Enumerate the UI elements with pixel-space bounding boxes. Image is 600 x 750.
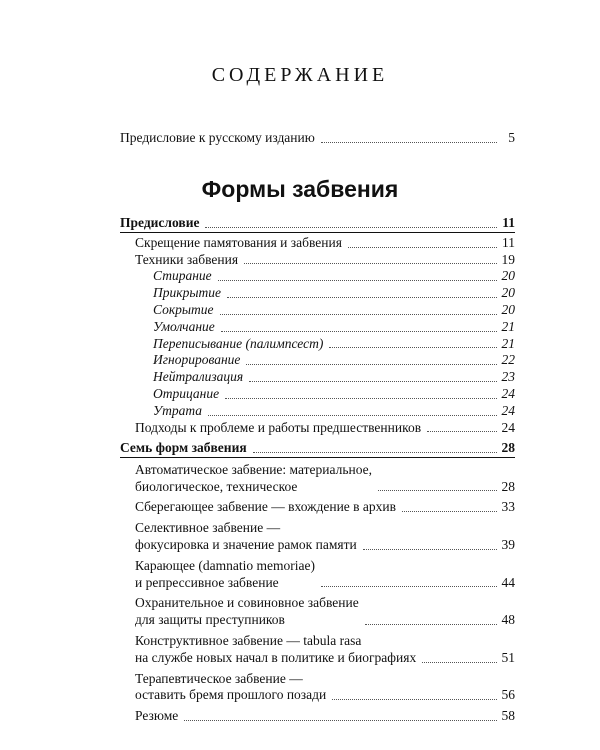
toc-part-heading[interactable] bbox=[120, 215, 515, 232]
toc-entry-label: Отрицание bbox=[153, 385, 220, 401]
toc-page-number: 28 bbox=[501, 440, 515, 455]
toc-entry[interactable] bbox=[120, 130, 515, 147]
toc-leader-dots bbox=[378, 490, 497, 491]
toc-page-number: 21 bbox=[501, 335, 515, 351]
toc-page-number: 56 bbox=[501, 687, 515, 703]
toc-page-number: 33 bbox=[501, 499, 515, 515]
toc-leader-dots bbox=[208, 415, 497, 416]
toc-page-number: 21 bbox=[501, 318, 515, 334]
toc-leader-dots bbox=[332, 699, 497, 700]
toc-entry-label: Умолчание bbox=[153, 318, 215, 334]
toc-entry-label-line1: Терапевтическое забвение — bbox=[135, 670, 303, 686]
toc-page-number: 19 bbox=[501, 251, 515, 267]
toc-page-number: 51 bbox=[501, 649, 515, 665]
toc-entry-label: Подходы к проблеме и работы предшественников bbox=[135, 419, 422, 435]
toc-subentry[interactable] bbox=[120, 268, 515, 285]
toc-leader-dots bbox=[402, 511, 497, 512]
toc-page-number: 39 bbox=[501, 536, 515, 552]
toc-entry[interactable] bbox=[120, 595, 515, 629]
toc-leader-dots bbox=[365, 624, 497, 625]
toc-entry-label-line1: Автоматическое забвение: материальное, bbox=[135, 461, 373, 477]
toc-entry-label-line2: для защиты преступников bbox=[135, 612, 285, 628]
toc-page-number: 11 bbox=[502, 234, 515, 250]
toc-page-number: 24 bbox=[501, 402, 515, 418]
toc-entry-label-line1: Карающее (damnatio memoriae) bbox=[135, 557, 315, 573]
toc-entry-label-line2: фокусировка и значение рамок памяти bbox=[135, 536, 357, 552]
toc-leader-dots bbox=[246, 364, 497, 365]
toc-leader-dots bbox=[205, 227, 497, 228]
toc-leader-dots bbox=[363, 549, 497, 550]
toc-entry-label: Нейтрализация bbox=[153, 369, 244, 385]
toc-leader-dots bbox=[348, 247, 497, 248]
toc-entry-label-line2: оставить бремя прошлого позади bbox=[135, 687, 327, 703]
toc-leader-dots bbox=[184, 720, 497, 721]
toc-leader-dots bbox=[321, 586, 497, 587]
toc-leader-dots bbox=[329, 347, 497, 348]
toc-entry-label-line2: и репрессивное забвение bbox=[135, 574, 279, 590]
toc-subentry[interactable] bbox=[120, 403, 515, 420]
toc-leader-dots bbox=[427, 431, 497, 432]
toc-entry-label-line1: Охранительное и совиновное забвение bbox=[135, 595, 359, 611]
toc-page-number: 20 bbox=[501, 301, 515, 317]
toc-page-number: 20 bbox=[501, 285, 515, 301]
toc-entry[interactable] bbox=[120, 633, 515, 667]
toc-leader-dots bbox=[249, 381, 497, 382]
toc-entry-label: Сокрытие bbox=[153, 301, 214, 317]
page-title: СОДЕРЖАНИЕ bbox=[211, 64, 389, 86]
toc-entry-label-line2: на службе новых начал в политике и биографиях bbox=[135, 649, 417, 665]
toc-entry[interactable] bbox=[120, 558, 515, 592]
toc-subentry[interactable] bbox=[120, 302, 515, 319]
toc-page-number: 48 bbox=[501, 612, 515, 628]
toc-leader-dots bbox=[321, 142, 497, 143]
toc-entry-label-line1: Селективное забвение — bbox=[135, 520, 281, 536]
toc-entry-label: Прикрытие bbox=[153, 285, 221, 301]
toc-entry-label: Скрещение памятования и забвения bbox=[135, 234, 342, 250]
toc-subentry[interactable] bbox=[120, 386, 515, 403]
toc-page-number: 20 bbox=[501, 268, 515, 284]
toc-leader-dots bbox=[244, 263, 497, 264]
toc-leader-dots bbox=[218, 280, 497, 281]
toc-entry-label-line1: Резюме bbox=[135, 708, 179, 724]
toc-entry-label-line1: Конструктивное забвение — tabula rasa bbox=[135, 632, 362, 648]
toc-page-number: 28 bbox=[501, 478, 515, 494]
toc-preface-ru bbox=[120, 130, 515, 147]
toc-leader-dots bbox=[221, 331, 497, 332]
toc-entry-label-line1: Сберегающее забвение — вхождение в архив bbox=[135, 499, 397, 515]
toc-leader-dots bbox=[227, 297, 497, 298]
toc-entry-label-line2: биологическое, техническое bbox=[135, 478, 298, 494]
toc-entry[interactable] bbox=[120, 520, 515, 554]
toc-subentry[interactable] bbox=[120, 319, 515, 336]
toc-part-2 bbox=[120, 440, 515, 725]
toc-entry-label: Предисловие bbox=[120, 215, 200, 230]
toc-page-number: 24 bbox=[501, 385, 515, 401]
toc-leader-dots bbox=[225, 398, 497, 399]
toc-entry-label: Семь форм забвения bbox=[120, 440, 247, 455]
toc-entry-label: Переписывание (палимпсест) bbox=[153, 335, 324, 351]
toc-page-number: 5 bbox=[508, 130, 515, 145]
toc-entry[interactable] bbox=[120, 499, 515, 516]
toc-entry-label: Игнорирование bbox=[153, 352, 241, 368]
toc-entry-label: Техники забвения bbox=[135, 251, 239, 267]
toc-page-number: 23 bbox=[501, 369, 515, 385]
toc-page-number: 11 bbox=[502, 215, 515, 230]
toc-entry[interactable] bbox=[120, 235, 515, 252]
part-underline bbox=[120, 232, 515, 233]
toc-leader-dots bbox=[220, 314, 497, 315]
toc-entry[interactable] bbox=[120, 462, 515, 496]
part-underline bbox=[120, 457, 515, 458]
toc-part-1 bbox=[120, 215, 515, 436]
toc-entry[interactable] bbox=[120, 671, 515, 705]
section-title: Формы забвения bbox=[201, 176, 399, 202]
toc-entry-label: Стирание bbox=[153, 268, 212, 284]
toc-page-number: 22 bbox=[501, 352, 515, 368]
toc-subentry[interactable] bbox=[120, 369, 515, 386]
toc-entry-label: Предисловие к русскому изданию bbox=[120, 130, 315, 145]
toc-part-heading[interactable] bbox=[120, 440, 515, 457]
toc-leader-dots bbox=[253, 452, 497, 453]
toc-page-number: 24 bbox=[501, 419, 515, 435]
toc-entry-label: Утрата bbox=[153, 402, 202, 418]
toc-leader-dots bbox=[422, 662, 497, 663]
toc-page-number: 58 bbox=[501, 708, 515, 724]
toc-entry[interactable] bbox=[120, 708, 515, 725]
toc-subentry[interactable] bbox=[120, 336, 515, 353]
toc-page-number: 44 bbox=[501, 574, 515, 590]
toc-entry[interactable] bbox=[120, 252, 515, 269]
toc-subentry[interactable] bbox=[120, 352, 515, 369]
toc-subentry[interactable] bbox=[120, 285, 515, 302]
toc-entry[interactable] bbox=[120, 420, 515, 437]
